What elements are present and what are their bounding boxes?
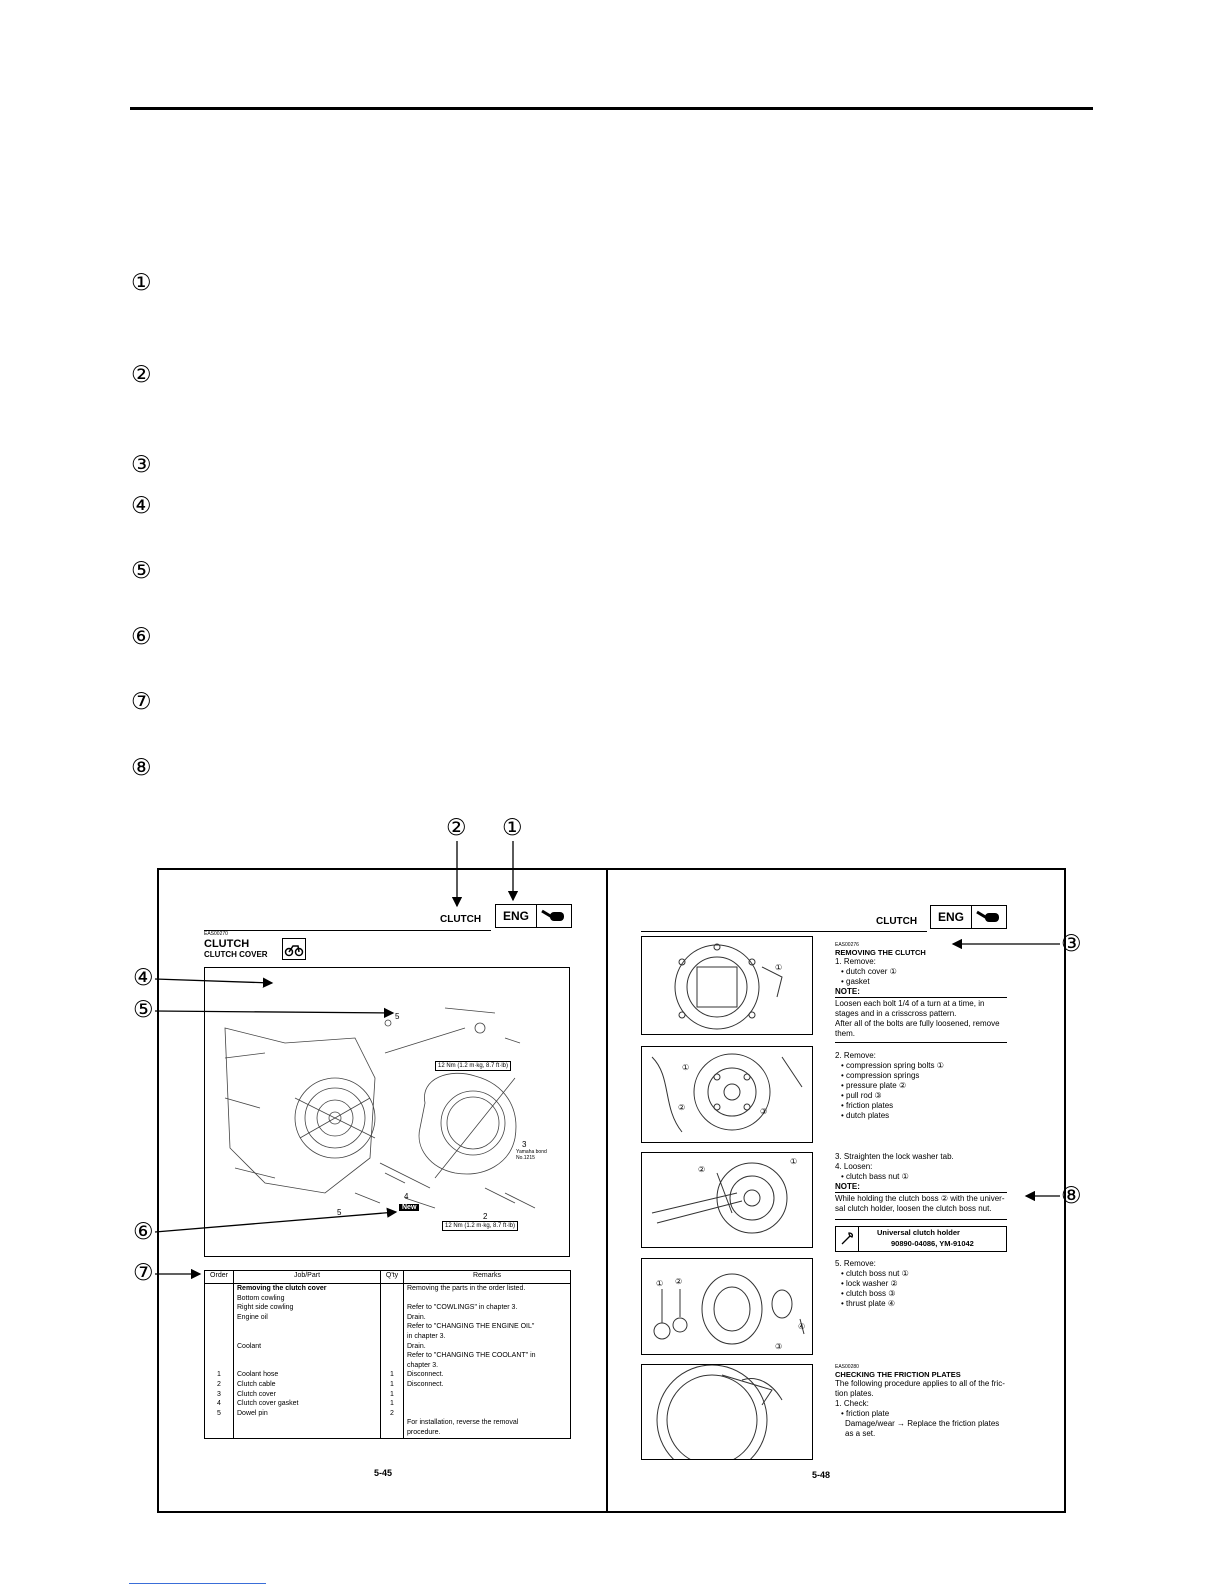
photo2-label-3: ③ xyxy=(760,1107,768,1116)
photo2-label-1: ① xyxy=(682,1063,690,1072)
table-row: chapter 3. xyxy=(205,1361,571,1371)
block3-note-label: NOTE: xyxy=(835,1182,1007,1193)
right-eng-badge xyxy=(930,905,1007,929)
block1-note-line: them. xyxy=(835,1029,856,1038)
bottom-link-underline xyxy=(129,1583,266,1584)
photo4-label-4: ④ xyxy=(798,1322,806,1331)
block5-line: Damage/wear → Replace the friction plates xyxy=(845,1419,1000,1428)
left-section-code: EAS00270 xyxy=(204,931,228,937)
photo-pressure-plate xyxy=(641,1046,813,1143)
block-remove-springs xyxy=(835,1051,1007,1121)
manual-spread xyxy=(157,868,1066,1513)
part-number-3: 3 xyxy=(522,1140,527,1149)
torque-spec-bottom: 12 Nm (1.2 m·kg, 8.7 ft·lb) xyxy=(442,1221,518,1231)
legend-number-1: ① xyxy=(131,270,152,296)
block2-line: • dutch plates xyxy=(841,1111,890,1120)
table-header-row xyxy=(205,1271,571,1284)
left-header-rule xyxy=(204,930,491,931)
block3-line: • clutch bass nut ① xyxy=(841,1172,909,1181)
callout-5: ⑤ xyxy=(133,997,154,1023)
block5-line: The following procedure applies to all of the fric- xyxy=(835,1379,1005,1388)
block2-line: • compression springs xyxy=(841,1071,920,1080)
block3-note-line: While holding the clutch boss ② with the univer- xyxy=(835,1194,1005,1203)
legend-number-7: ⑦ xyxy=(131,689,152,715)
block3-line: 3. Straighten the lock washer tab. xyxy=(835,1152,954,1161)
photo3-label-2: ② xyxy=(698,1165,706,1174)
block-loosen-nut xyxy=(835,1152,1007,1214)
table-row: Bottom cowling xyxy=(205,1294,571,1304)
col-job-part: Job/Part xyxy=(234,1271,381,1284)
block1-code: EAS00276 xyxy=(835,942,859,948)
photo1-label-1: ① xyxy=(775,963,783,972)
block1-line: • dutch cover ① xyxy=(841,967,897,976)
tool-part-number: 90890-04086, YM-91042 xyxy=(891,1239,974,1248)
block1-note-line: stages and in a crisscross pattern. xyxy=(835,1009,957,1018)
table-row: 4 Clutch cover gasket 1 xyxy=(205,1399,571,1409)
tool-name: Universal clutch holder xyxy=(877,1228,960,1237)
block1-note-line: Loosen each bolt 1/4 of a turn at a time, in xyxy=(835,999,985,1008)
photo4-label-1: ① xyxy=(656,1279,664,1288)
block4-line: • lock washer ② xyxy=(841,1279,898,1288)
callout-7: ⑦ xyxy=(133,1260,154,1286)
block1-note-line: After all of the bolts are fully loosened, remove xyxy=(835,1019,1000,1028)
block1-line: 1. Remove: xyxy=(835,957,876,966)
torque-spec-top: 12 Nm (1.2 m·kg, 8.7 ft·lb) xyxy=(435,1061,511,1071)
engine-icon xyxy=(972,906,1006,928)
col-qty: Q'ty xyxy=(381,1271,404,1284)
left-header-title: CLUTCH xyxy=(440,914,482,925)
right-eng-badge-label: ENG xyxy=(931,906,972,928)
block5-code: EAS00280 xyxy=(835,1364,859,1370)
photo3-label-1: ① xyxy=(790,1157,798,1166)
block5-line: 1. Check: xyxy=(835,1399,869,1408)
col-remarks: Remarks xyxy=(404,1271,571,1284)
table-row: in chapter 3. xyxy=(205,1332,571,1342)
block4-line: 5. Remove: xyxy=(835,1259,876,1268)
part-number-5-top: 5 xyxy=(395,1012,400,1021)
callout-1-top: ① xyxy=(502,815,523,841)
left-eng-badge xyxy=(495,904,572,928)
part-number-4: 4 xyxy=(404,1192,409,1201)
right-header-rule xyxy=(641,931,927,932)
block2-line: • compression spring bolts ① xyxy=(841,1061,944,1070)
left-section-subtitle: CLUTCH COVER xyxy=(204,950,268,959)
block5-title: CHECKING THE FRICTION PLATES xyxy=(835,1370,961,1379)
block1-rule xyxy=(835,1042,1007,1043)
block1-note-label: NOTE: xyxy=(835,987,1007,998)
block2-line: • pull rod ③ xyxy=(841,1091,882,1100)
legend-number-8: ⑧ xyxy=(131,755,152,781)
block1-line: • gasket xyxy=(841,977,870,986)
block5-line: as a set. xyxy=(845,1429,876,1438)
callout-3: ③ xyxy=(1061,931,1082,957)
legend-number-6: ⑥ xyxy=(131,624,152,650)
col-order: Order xyxy=(205,1271,234,1284)
part-number-5-bottom: 5 xyxy=(337,1208,342,1217)
legend-number-4: ④ xyxy=(131,493,152,519)
right-page-number: 5-48 xyxy=(812,1470,831,1480)
block3-note-line: sal clutch holder, loosen the clutch boss nut. xyxy=(835,1204,992,1213)
block3-line: 4. Loosen: xyxy=(835,1162,873,1171)
table-row: Refer to "CHANGING THE COOLANT" in xyxy=(205,1351,571,1361)
block1-title: REMOVING THE CLUTCH xyxy=(835,948,926,957)
callout-8: ⑧ xyxy=(1061,1183,1082,1209)
block-remove-boss xyxy=(835,1259,1007,1309)
page-divider xyxy=(606,870,608,1511)
photo-clutch-cover xyxy=(641,936,813,1035)
tool-text xyxy=(859,1227,1006,1251)
table-row: Coolant Drain. xyxy=(205,1342,571,1352)
table-row: 3 Clutch cover 1 xyxy=(205,1390,571,1400)
photo-friction-plate xyxy=(641,1364,813,1460)
motorcycle-icon xyxy=(282,938,306,960)
photo4-label-2: ② xyxy=(675,1277,683,1286)
table-row: Right side cowling Refer to "COWLINGS" in chapter 3. xyxy=(205,1303,571,1313)
block4-line: • thrust plate ④ xyxy=(841,1299,895,1308)
right-header-title: CLUTCH xyxy=(876,916,918,927)
table-row: procedure. xyxy=(205,1428,571,1438)
table-row: Refer to "CHANGING THE ENGINE OIL" xyxy=(205,1322,571,1332)
block4-line: • clutch boss nut ① xyxy=(841,1269,909,1278)
block4-line: • clutch boss ③ xyxy=(841,1289,896,1298)
block5-line: • friction plate xyxy=(841,1409,890,1418)
exploded-view-diagram xyxy=(204,967,570,1257)
photo-clutch-boss-parts xyxy=(641,1258,813,1355)
legend-number-3: ③ xyxy=(131,452,152,478)
table-row: 2 Clutch cable 1 Disconnect. xyxy=(205,1380,571,1390)
photo2-label-2: ② xyxy=(678,1103,686,1112)
table-row: Removing the clutch cover Removing the parts in the order listed. xyxy=(205,1284,571,1294)
callout-2-top: ② xyxy=(446,815,467,841)
table-row: For installation, reverse the removal xyxy=(205,1418,571,1428)
left-eng-badge-label: ENG xyxy=(496,905,537,927)
parts-table xyxy=(204,1270,571,1439)
legend-number-2: ② xyxy=(131,362,152,388)
new-badge: New xyxy=(399,1204,419,1211)
legend-number-5: ⑤ xyxy=(131,558,152,584)
block2-line: • pressure plate ② xyxy=(841,1081,907,1090)
block3-rule xyxy=(835,1219,1007,1220)
table-row: Engine oil Drain. xyxy=(205,1313,571,1323)
callout-4: ④ xyxy=(133,965,154,991)
block2-line: 2. Remove: xyxy=(835,1051,876,1060)
left-section-title: CLUTCH xyxy=(204,938,250,950)
part-number-2: 2 xyxy=(483,1212,488,1221)
bond-label: Yamaha bond No.1215 xyxy=(516,1149,547,1161)
block2-line: • friction plates xyxy=(841,1101,894,1110)
left-page-number: 5-45 xyxy=(374,1468,393,1478)
tool-box xyxy=(835,1226,1007,1252)
block-checking-friction xyxy=(835,1364,1007,1439)
wrench-icon xyxy=(836,1227,859,1251)
table-row: 1 Coolant hose 1 Disconnect. xyxy=(205,1370,571,1380)
photo4-label-3: ③ xyxy=(775,1342,783,1351)
block-removing-clutch xyxy=(835,942,1007,1039)
block5-line: tion plates. xyxy=(835,1389,874,1398)
callout-6: ⑥ xyxy=(133,1219,154,1245)
engine-icon xyxy=(537,905,571,927)
clutch-cover-illustration xyxy=(205,968,569,1256)
photo-clutch-holder xyxy=(641,1152,813,1248)
table-row: 5 Dowel pin 2 xyxy=(205,1409,571,1419)
